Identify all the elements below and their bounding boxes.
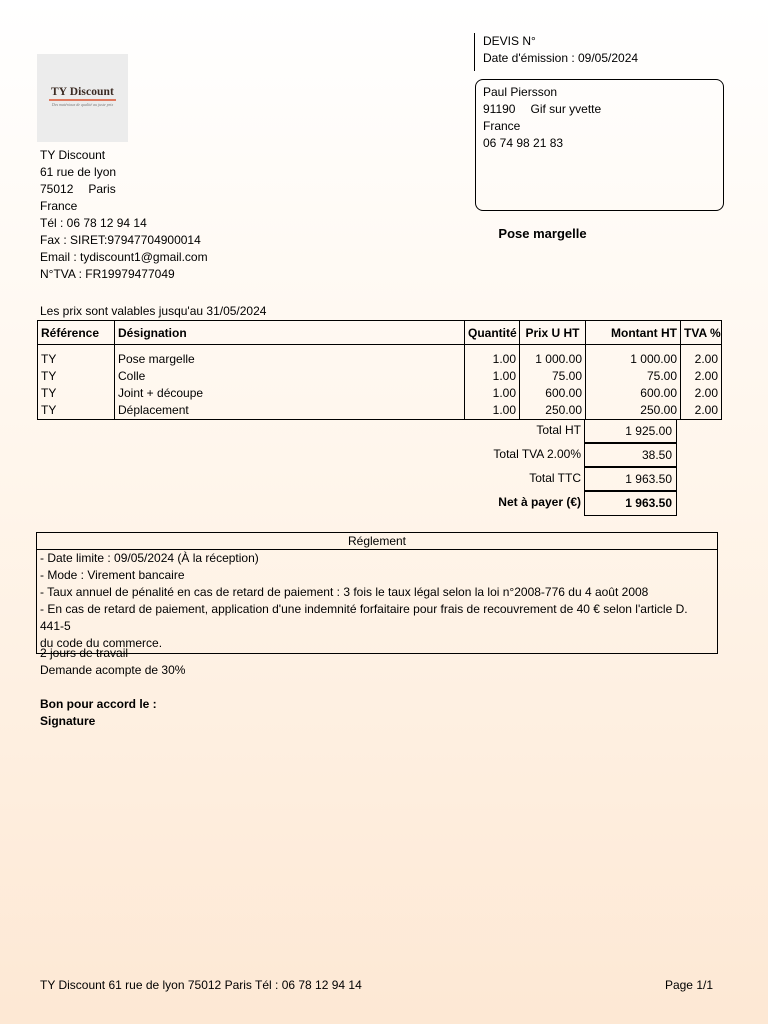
payment-term-line: - Mode : Virement bancaire — [40, 568, 185, 582]
company-vat: N°TVA : FR19979477049 — [40, 267, 175, 281]
client-postcode: 91190 — [483, 102, 516, 116]
total-tva-value: 38.50 — [584, 443, 677, 467]
company-email: Email : tydiscount1@gmail.com — [40, 250, 208, 264]
quote-notes — [40, 645, 185, 679]
cell-unit-price: 600.00 — [520, 385, 586, 402]
page-number: Page 1/1 — [664, 978, 713, 992]
cell-quantity: 1.00 — [465, 402, 520, 420]
quote-subject: Pose margelle — [498, 226, 587, 241]
cell-designation: Pose margelle — [115, 345, 465, 369]
payment-term-line: - Taux annuel de pénalité en cas de retard de paiement : 3 fois le taux légal selon la loi n°2008-776 du 4 août 2008 — [40, 585, 649, 599]
company-info — [40, 147, 208, 283]
cell-amount: 1 000.00 — [586, 345, 681, 369]
total-ttc-value: 1 963.50 — [584, 467, 677, 491]
cell-vat: 2.00 — [681, 368, 722, 385]
client-country: France — [483, 119, 521, 133]
company-name: TY Discount — [40, 148, 106, 162]
col-header-amount: Montant HT — [586, 321, 681, 345]
quote-date: Date d'émission : 09/05/2024 — [483, 51, 639, 65]
company-postcode: 75012 — [40, 182, 74, 196]
payment-terms-body — [37, 550, 717, 653]
cell-designation: Colle — [115, 368, 465, 385]
cell-designation: Déplacement — [115, 402, 465, 420]
quote-header — [474, 33, 638, 71]
col-header-reference: Référence — [38, 321, 115, 345]
net-to-pay-label: Net à payer (€) — [498, 495, 581, 509]
logo-brand-text: TY Discount — [51, 86, 114, 98]
col-header-designation: Désignation — [115, 321, 465, 345]
cell-quantity: 1.00 — [465, 368, 520, 385]
client-address-box — [475, 79, 724, 211]
cell-vat: 2.00 — [681, 385, 722, 402]
cell-vat: 2.00 — [681, 345, 722, 369]
deposit-request: Demande acompte de 30% — [40, 663, 186, 677]
payment-term-line: du code du commerce. — [40, 636, 163, 650]
total-tva-label: Total TVA 2.00% — [493, 447, 581, 461]
client-phone: 06 74 98 21 83 — [483, 136, 564, 150]
logo-underline — [49, 99, 116, 101]
payment-term-line: - Date limite : 09/05/2024 (À la réception) — [40, 551, 259, 565]
company-city-line — [40, 181, 208, 198]
payment-term-line: - En cas de retard de paiement, application d'une indemnité forfaitaire pour frais de recouvrement de 40 € selon l'article D. 441-5 — [40, 602, 688, 633]
table-row — [38, 368, 722, 385]
approval-label: Bon pour accord le : — [40, 697, 157, 711]
net-to-pay-value: 1 963.50 — [584, 491, 677, 516]
cell-amount: 250.00 — [586, 402, 681, 420]
col-header-quantity: Quantité — [465, 321, 520, 345]
col-header-unit-price: Prix U HT — [520, 321, 586, 345]
quote-number: DEVIS N° — [483, 34, 536, 48]
items-table — [37, 320, 722, 420]
cell-reference: TY — [38, 385, 115, 402]
cell-amount: 75.00 — [586, 368, 681, 385]
payment-terms-box — [36, 532, 718, 654]
total-ttc-label: Total TTC — [529, 471, 581, 485]
payment-terms-title: Réglement — [37, 533, 717, 550]
client-name: Paul Piersson — [483, 85, 558, 99]
cell-unit-price: 75.00 — [520, 368, 586, 385]
col-header-vat: TVA % — [681, 321, 722, 345]
signature-label: Signature — [40, 714, 96, 728]
cell-quantity: 1.00 — [465, 385, 520, 402]
price-validity: Les prix sont valables jusqu'au 31/05/2024 — [40, 304, 267, 318]
cell-unit-price: 250.00 — [520, 402, 586, 420]
company-country: France — [40, 199, 78, 213]
items-header-row — [38, 321, 722, 345]
cell-reference: TY — [38, 345, 115, 369]
company-logo — [37, 54, 128, 142]
cell-quantity: 1.00 — [465, 345, 520, 369]
company-city: Paris — [88, 182, 116, 196]
client-city-line — [483, 101, 723, 118]
footer-address: TY Discount 61 rue de lyon 75012 Paris Tél : 06 78 12 94 14 — [40, 978, 362, 992]
cell-reference: TY — [38, 402, 115, 420]
table-row — [38, 345, 722, 369]
company-fax: Fax : SIRET:97947704900014 — [40, 233, 201, 247]
cell-unit-price: 1 000.00 — [520, 345, 586, 369]
total-ht-value: 1 925.00 — [584, 419, 677, 443]
cell-vat: 2.00 — [681, 402, 722, 420]
cell-designation: Joint + découpe — [115, 385, 465, 402]
work-duration: 2 jours de travail — [40, 646, 129, 660]
total-ht-label: Total HT — [536, 423, 581, 437]
company-street: 61 rue de lyon — [40, 165, 117, 179]
client-city: Gif sur yvette — [530, 102, 602, 116]
table-row — [38, 385, 722, 402]
company-tel: Tél : 06 78 12 94 14 — [40, 216, 147, 230]
cell-reference: TY — [38, 368, 115, 385]
logo-tagline: Des matériaux de qualité au juste prix — [51, 102, 114, 107]
cell-amount: 600.00 — [586, 385, 681, 402]
approval-section — [40, 696, 157, 730]
table-row — [38, 402, 722, 420]
